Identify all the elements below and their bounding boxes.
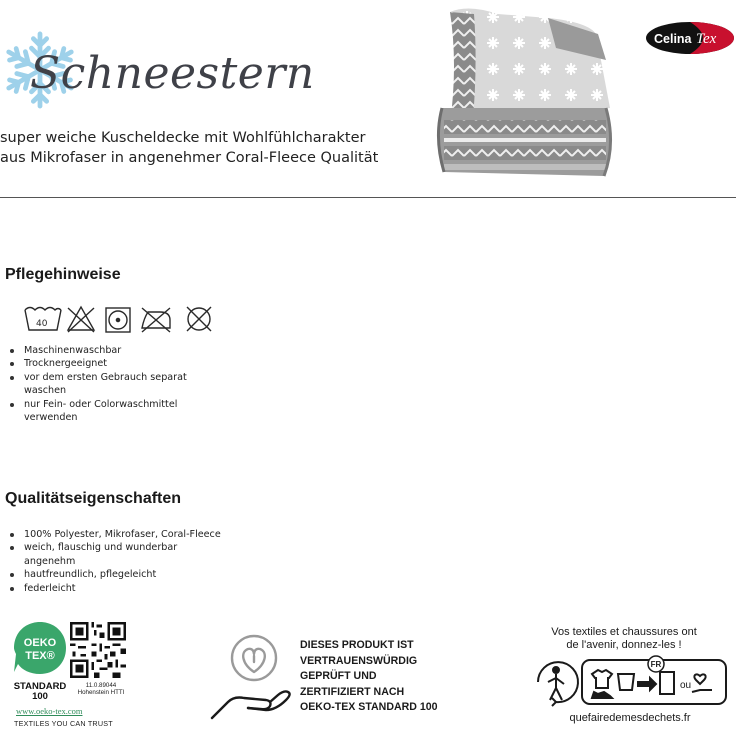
care-symbols [24,304,216,334]
care-heading: Pflegehinweise [5,266,121,283]
trust-line: DIESES PRODUKT IST [300,639,414,651]
header-divider [0,197,736,198]
recycling-caption [524,626,724,652]
tshirt-icon [592,670,612,688]
oeko-tex-badge-icon [12,620,68,676]
country-badge: FR [650,660,662,669]
list-item: federleicht [0,582,230,595]
quality-heading: Qualitätseigenschaften [5,490,182,507]
trust-line: GEPRÜFT UND [300,670,377,682]
oeko-tex-link[interactable]: www.oeko-tex.com [16,706,83,716]
trust-line: OEKO-TEX STANDARD 100 [300,701,438,713]
triman-recycling-panel [532,654,728,708]
brand-name-part1: Celina [654,32,692,46]
oeko-badge-line1: OEKO [23,637,57,649]
tagline-line-2: aus Mikrofaser in angenehmer Coral-Fleece Qualität [0,150,379,166]
oeko-claim: TEXTILES YOU CAN TRUST [14,719,113,728]
care-list [0,344,230,424]
oeko-standard-label [8,682,72,702]
trust-statement [300,638,460,716]
blanket-photo [428,4,618,188]
recycling-caption-line2: de l'avenir, donnez-les ! [566,639,682,651]
list-item: Maschinenwaschbar [0,344,230,357]
no-bleach-icon [68,307,94,332]
recycling-caption-line1: Vos textiles et chaussures ont [551,626,697,638]
shoe-icon [592,692,612,698]
oeko-standard-line2: 100 [32,691,48,702]
or-label: ou [680,680,692,691]
arrow-icon [638,678,656,690]
product-tagline [0,128,378,168]
tagline-line-1: super weiche Kuscheldecke mit Wohlfühlcharakter [0,130,366,146]
list-item: hautfreundlich, pflegeleicht [0,568,230,581]
container-icon [660,672,674,694]
list-item: nur Fein- oder Colorwaschmittel verwenden [0,398,230,425]
recycling-link[interactable]: quefairedemesdechets.fr [569,712,691,724]
celinatex-logo [646,20,736,56]
wash-temperature: 40 [36,319,48,329]
bin-icon [618,674,634,690]
triman-icon [538,662,578,706]
list-item: Trocknergeeignet [0,357,230,370]
oeko-cert-number: 11.0.89044 [85,682,117,689]
quality-list [0,528,230,595]
list-item: vor dem ersten Gebrauch separat waschen [0,371,230,398]
brand-name-part2: Tex [696,31,717,47]
trust-line: VERTRAUENSWÜRDIG [300,654,418,667]
trust-line: ZERTIFIZIERT NACH [300,685,405,698]
qr-code-icon [70,622,126,678]
oeko-standard-line1: STANDARD [13,681,67,692]
oeko-badge-line2: TEX® [25,650,55,662]
oeko-cert-info [76,682,126,696]
tumble-dry-icon [106,308,130,332]
list-item: 100% Polyester, Mikrofaser, Coral-Fleece [0,528,230,541]
no-ironing-icon [142,308,170,332]
list-item: weich, flauschig und wunderbar angenehm [0,541,230,568]
wash-40-icon [25,308,61,331]
hand-heart-icon [208,632,296,722]
donation-icon [692,674,712,692]
product-title: Schneestern [30,48,315,99]
no-dry-clean-icon [187,307,211,331]
oeko-institute: Hohenstein HTTI [77,689,125,696]
